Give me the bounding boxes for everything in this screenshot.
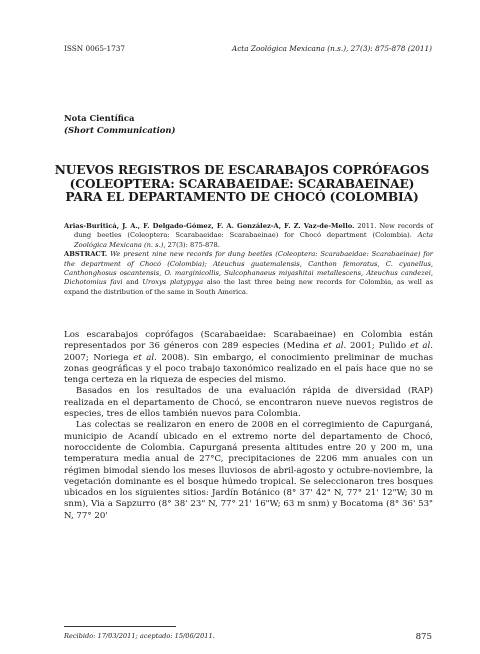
paragraph-2: Basados en los resultados de una evaluación rápida de diversidad (RAP) realizada en el departamento de Chocó, se encontraron nueve nuevos registros de especies, tres de ellos también nuevos para Colombia.	[64, 386, 433, 420]
et-al: et al.	[319, 341, 347, 352]
citation-text: 2011. New records of dung beetles (Coleoptera: Scarabaeidae: Scarabaeinae) for Chocó department (Colombia).	[74, 222, 433, 240]
et-al: et al.	[128, 352, 157, 363]
et-al: et al.	[406, 341, 433, 352]
citation	[64, 222, 433, 250]
body-text	[64, 330, 433, 522]
citation-pages: 27(3): 875-878.	[165, 240, 220, 249]
abstract-block	[64, 222, 433, 297]
article-title: NUEVOS REGISTROS DE ESCARABAJOS COPRÓFAGOS (COLEOPTERA: SCARABAEIDAE: SCARABAEINAE) PARA EL DEPARTAMENTO DE CHOCÓ (COLOMBIA)	[54, 163, 430, 204]
abstract-taxa: Ateuchus guatemalensis, Canthon femoratus, C. cyanellus, Canthonghosus oscantensis, O. marginicollis, Sulcophanaeus miyashitai metallescens, Ateuchus candezei, Dichotomius favi	[64, 259, 433, 287]
section-label: Nota Científica	[64, 113, 135, 123]
article-type	[64, 112, 175, 136]
abstract-taxa-b: Uroxys platypyga	[138, 278, 204, 287]
journal-header: Acta Zoológica Mexicana (n.s.), 27(3): 875-878 (2011)	[231, 44, 432, 53]
received-date: Recibido: 17/03/2011; aceptado: 15/06/2011.	[64, 632, 215, 640]
citation-journal: Acta Zoológica Mexicana (n. s.),	[74, 231, 433, 249]
p1-a: Los escarabajos coprófagos (Scarabaeidae: Scarabaeinae) en Colombia están representados por 36 géneros con 289 especies (Medina	[64, 330, 433, 352]
p1-c: 2007; Noriega	[64, 352, 129, 363]
citation-authors: Arias-Buriticá, J. A., F. Delgado-Gómez, F. A. González-A, F. Z. Vaz-de-Mello.	[64, 222, 355, 230]
p1-d: 2008). Sin embargo, el conocimiento preliminar de muchas zonas geográficas y el poco trabajo taxonómico realizado en el país hace que no se tenga certeza en la riqueza de especies del mismo.	[64, 352, 433, 386]
page-number: 875	[415, 632, 432, 642]
paragraph-3: Las colectas se realizaron en enero de 2008 en el corregimiento de Capurganá, municipio de Acandí ubicado en el extremo norte del departamento de Chocó, noroccidente de Colombia. Capurganá presenta altitudes entre 20 y 200 m, una temperatura media anual de 27°C, precipitaciones de 2206 mm anuales con un régimen bimodal siendo los meses lluviosos de abril-agosto y octubre-noviembre, la vegetación dominante es el bosque húmedo tropical. Se seleccionaron tres bosques ubicados en los siguientes sitios: Jardín Botánico (8° 37' 42" N, 77° 21' 12"W; 30 m snm), Via a Sapzurro (8° 38' 23" N, 77° 21' 16"W; 63 m snm) y Bocatoma (8° 36' 53" N, 77° 20'	[64, 420, 433, 521]
abstract	[64, 250, 433, 297]
abstract-text-c: also the last three being new records for Colombia, as well as expand the distribution of the same in South America.	[64, 278, 433, 296]
abstract-label: ABSTRACT.	[64, 250, 108, 259]
abstract-text-b: and	[122, 278, 139, 287]
p1-b: 2001; Pulido	[346, 341, 407, 352]
paragraph-1	[64, 330, 433, 386]
footnote-rule	[64, 626, 176, 627]
abstract-text-a: We present nine new records for dung beetles (Coleoptera: Scarabaeidae: Scarabaeinae) for the department of Chocó (Colombia);	[64, 250, 433, 268]
issn-header: ISSN 0065-1737	[64, 44, 126, 53]
section-sublabel: (Short Communication)	[64, 125, 176, 135]
